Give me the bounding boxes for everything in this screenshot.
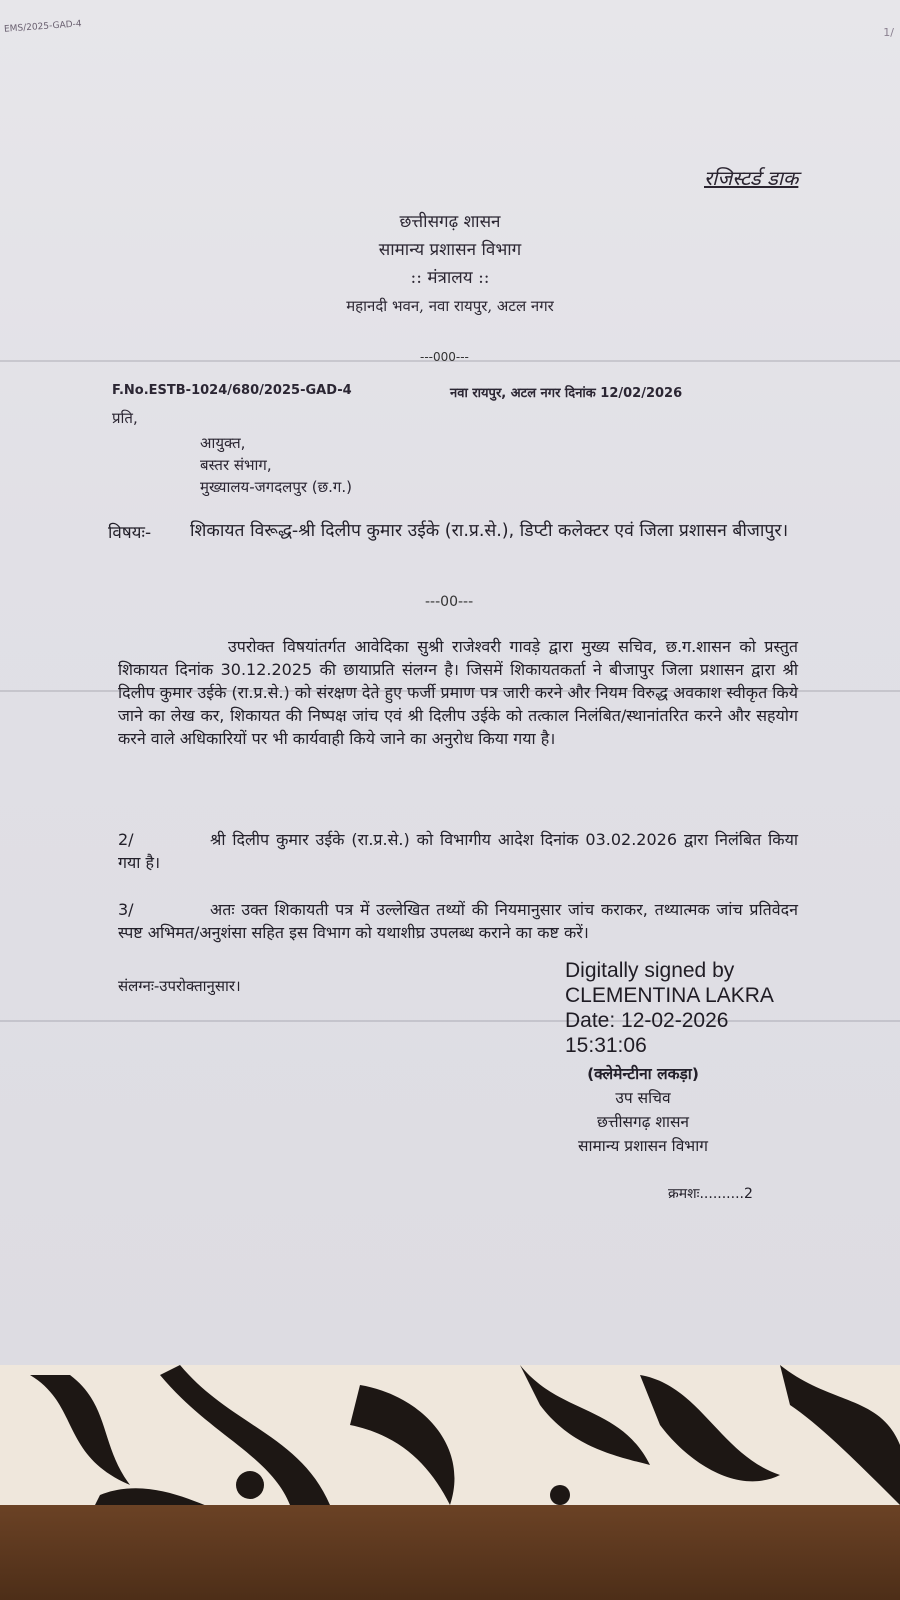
- letterhead-department: सामान्य प्रशासन विभाग: [378, 240, 522, 260]
- paragraph-1: उपरोक्त विषयांतर्गत आवेदिका सुश्री राजेश्वरी गावड़े द्वारा मुख्य सचिव, छ.ग.शासन को प्रस्तुत शिकायत दिनांक 30.12.2025 की छायाप्रति संलग्न है। जिसमें शिकायतकर्ता ने बीजापुर जिला प्रशासन द्वारा श्री दिलीप कुमार उईके (रा.प्र.से.) को संरक्षण देते हुए फर्जी प्रमाण पत्र जारी करने और नियम विरुद्ध अवकाश स्वीकृत किये जाने का लेख कर, शिकायत की निष्पक्ष जांच एवं श्री दिलीप उईके को तत्काल निलंबित/स्थानांतरित करने और सहयोग करने वाले अधिकारियों पर भी कार्यवाही किये जाने का अनुरोध किया गया है।: [118, 637, 798, 748]
- separator: ---000---: [420, 350, 469, 364]
- paragraph-number: 2/: [118, 830, 134, 849]
- digital-signature-name: CLEMENTINA LAKRA: [565, 984, 774, 1007]
- wooden-table-surface: [0, 1505, 900, 1600]
- paragraph-text: श्री दिलीप कुमार उईके (रा.प्र.से.) को विभागीय आदेश दिनांक 03.02.2026 द्वारा निलंबित किया गया है।: [118, 830, 798, 872]
- enclosure-note: संलग्नः-उपरोक्तानुसार।: [118, 977, 241, 995]
- digital-signature-time: 15:31:06: [565, 1034, 647, 1057]
- digital-signature: [565, 958, 774, 1058]
- patterned-cloth-background: [0, 1365, 900, 1515]
- signer-block: [548, 1062, 738, 1158]
- subject-label: विषयः-: [108, 523, 152, 543]
- separator: ---00---: [425, 594, 474, 610]
- digital-signature-line: Digitally signed by: [565, 959, 735, 982]
- letterhead: [290, 208, 610, 320]
- corner-number: 1/: [883, 26, 894, 39]
- signer-name: (क्लेमेन्टीना लकड़ा): [587, 1065, 699, 1083]
- subject-text: शिकायत विरूद्ध-श्री दिलीप कुमार उईके (रा.प्र.से.), डिप्टी कलेक्टर एवं जिला प्रशासन बीजापुर।: [190, 521, 789, 541]
- to-label: प्रति,: [112, 409, 138, 427]
- continued-marker: क्रमशः..........2: [668, 1186, 753, 1202]
- recipient-address: [200, 432, 352, 498]
- signer-government: छत्तीसगढ़ शासन: [596, 1113, 690, 1131]
- corner-reference: EMS/2025-GAD-4: [3, 19, 82, 35]
- signer-department: सामान्य प्रशासन विभाग: [578, 1137, 708, 1155]
- paragraph-2: [118, 828, 798, 874]
- paragraph-text: अतः उक्त शिकायती पत्र में उल्लेखित तथ्यों की नियमानुसार जांच कराकर, तथ्यात्मक जांच प्रतिवेदन स्पष्ट अभिमत/अनुशंसा सहित इस विभाग को यथाशीघ्र उपलब्ध कराने का कष्ट करें।: [118, 900, 798, 942]
- letterhead-government: छत्तीसगढ़ शासन: [399, 212, 501, 232]
- paragraph-3: [118, 898, 798, 944]
- registered-post-mark: रजिस्टर्ड डाक: [704, 166, 799, 190]
- place-date: नवा रायपुर, अटल नगर दिनांक 12/02/2026: [450, 386, 683, 401]
- recipient-line: बस्तर संभाग,: [200, 456, 272, 474]
- paragraph-number: 3/: [118, 900, 134, 919]
- letterhead-ministry: :: मंत्रालय ::: [410, 268, 490, 288]
- cloth-pattern: [0, 1365, 900, 1515]
- recipient-line: आयुक्त,: [200, 434, 246, 452]
- file-number: F.No.ESTB-1024/680/2025-GAD-4: [112, 383, 352, 398]
- recipient-line: मुख्यालय-जगदलपुर (छ.ग.): [200, 478, 352, 496]
- digital-signature-date: Date: 12-02-2026: [565, 1009, 729, 1032]
- letterhead-address: महानदी भवन, नवा रायपुर, अटल नगर: [346, 297, 554, 315]
- signer-designation: उप सचिव: [615, 1089, 671, 1107]
